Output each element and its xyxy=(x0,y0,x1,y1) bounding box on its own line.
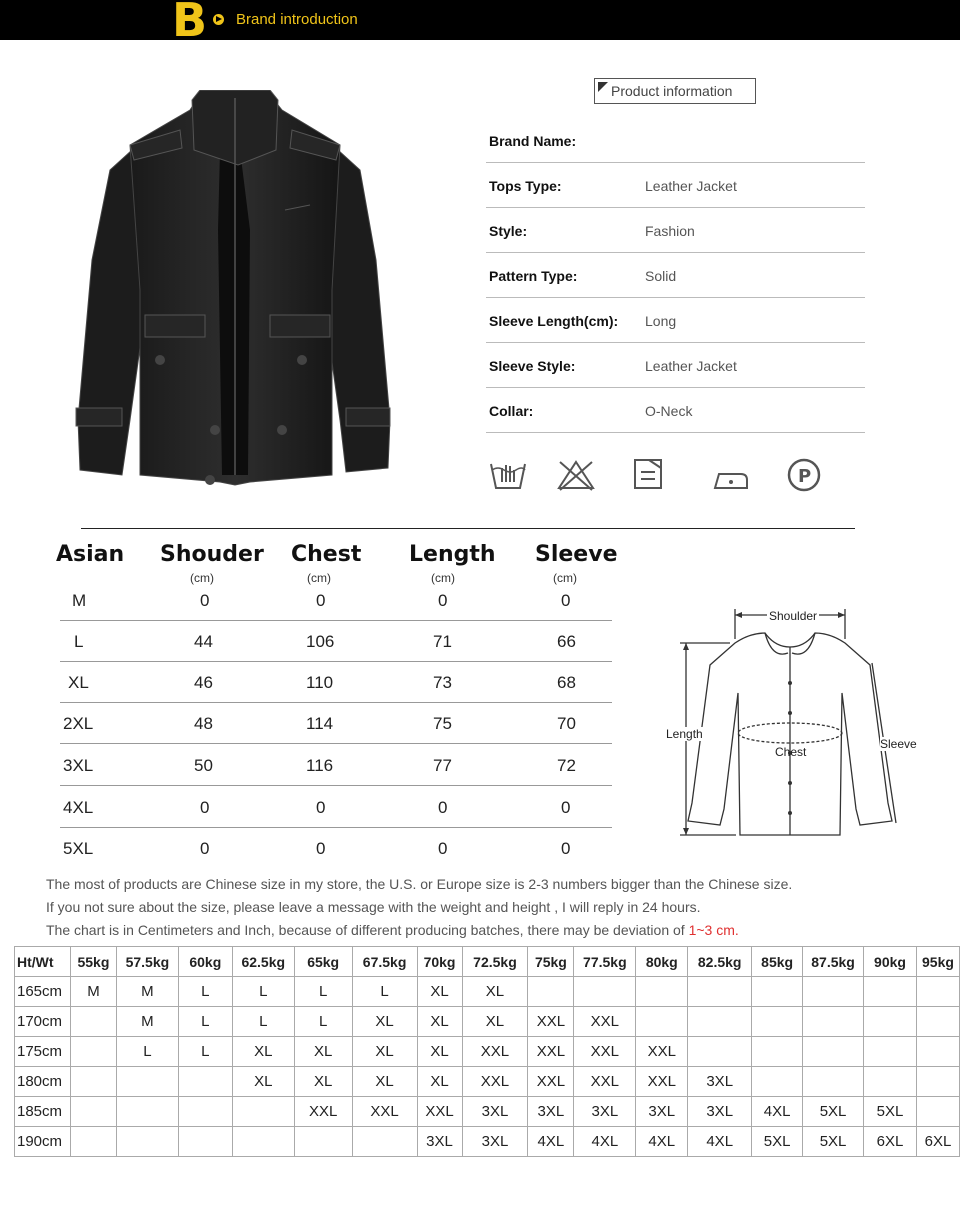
table-cell xyxy=(352,1127,417,1157)
info-key: Sleeve Style: xyxy=(489,358,576,374)
table-cell: L xyxy=(232,977,294,1007)
table-cell xyxy=(864,1007,917,1037)
table-cell: XXL xyxy=(574,1007,636,1037)
table-row-height: 165cm xyxy=(15,977,71,1007)
size-cell: 73 xyxy=(433,673,452,692)
table-cell xyxy=(574,977,636,1007)
table-cell: 4XL xyxy=(752,1097,803,1127)
table-row-height: 175cm xyxy=(15,1037,71,1067)
table-cell xyxy=(636,1007,688,1037)
table-row-height: 170cm xyxy=(15,1007,71,1037)
table-cell: XXL xyxy=(574,1037,636,1067)
table-cell xyxy=(178,1067,232,1097)
table-cell: XL xyxy=(462,1007,528,1037)
table-cell: 6XL xyxy=(916,1127,959,1157)
size-cell: 0 xyxy=(561,839,571,858)
table-cell: L xyxy=(232,1007,294,1037)
size-cell: M xyxy=(72,591,87,610)
table-header-cell: 65kg xyxy=(294,947,352,977)
size-cell: 0 xyxy=(316,591,326,610)
table-header-cell: 72.5kg xyxy=(462,947,528,977)
table-header-cell: 57.5kg xyxy=(116,947,178,977)
dry-clean-p-icon xyxy=(784,456,824,494)
table-row xyxy=(15,1037,960,1067)
table-cell xyxy=(752,1007,803,1037)
table-cell: M xyxy=(70,977,116,1007)
size-cell: 0 xyxy=(561,591,571,610)
table-cell: 3XL xyxy=(528,1097,574,1127)
info-value: O-Neck xyxy=(645,403,693,419)
table-cell: XXL xyxy=(574,1067,636,1097)
table-header-row xyxy=(15,947,960,977)
table-header-cell: 95kg xyxy=(916,947,959,977)
size-row xyxy=(60,620,612,662)
info-row-collar xyxy=(486,388,865,433)
table-cell: XXL xyxy=(528,1007,574,1037)
table-row xyxy=(15,1007,960,1037)
size-cell: 77 xyxy=(433,756,452,775)
table-cell xyxy=(864,1067,917,1097)
table-cell xyxy=(688,1007,752,1037)
size-cell: 48 xyxy=(194,714,213,733)
table-cell xyxy=(752,1067,803,1097)
size-cell: 3XL xyxy=(63,756,94,775)
info-value: Solid xyxy=(645,268,677,284)
table-cell: XL xyxy=(294,1067,352,1097)
table-header-cell: 70kg xyxy=(417,947,462,977)
table-cell: XXL xyxy=(462,1067,528,1097)
svg-text:P: P xyxy=(798,466,812,487)
note-line-3 xyxy=(46,922,739,938)
size-cell: 0 xyxy=(316,839,326,858)
table-header-cell: 82.5kg xyxy=(688,947,752,977)
size-header-chest: Chest xyxy=(291,542,362,567)
table-header-cell: 85kg xyxy=(752,947,803,977)
table-cell: XL xyxy=(462,977,528,1007)
size-cell: 44 xyxy=(194,632,213,651)
table-cell: 3XL xyxy=(688,1067,752,1097)
tumble-dry-icon xyxy=(630,456,670,494)
table-header-cell: 90kg xyxy=(864,947,917,977)
table-cell xyxy=(803,1037,864,1067)
table-cell xyxy=(178,1097,232,1127)
size-cell: 46 xyxy=(194,673,213,692)
note-line-1: The most of products are Chinese size in my store, the U.S. or Europe size is 2-3 numbers bigger than the Chinese size. xyxy=(46,876,793,892)
size-cell: 68 xyxy=(557,673,576,692)
info-row-tops-type xyxy=(486,163,865,208)
table-cell: 3XL xyxy=(462,1097,528,1127)
table-cell: XL xyxy=(352,1037,417,1067)
table-cell: L xyxy=(178,1007,232,1037)
table-cell xyxy=(752,1037,803,1067)
table-cell xyxy=(803,1067,864,1097)
size-cell: 0 xyxy=(561,798,571,817)
table-cell xyxy=(916,1007,959,1037)
table-cell: 5XL xyxy=(752,1127,803,1157)
table-cell: XXL xyxy=(462,1037,528,1067)
table-cell: XL xyxy=(232,1067,294,1097)
table-cell xyxy=(864,977,917,1007)
table-cell: XL xyxy=(417,1007,462,1037)
table-cell xyxy=(916,977,959,1007)
header-letter: B xyxy=(172,0,208,47)
size-cell: 5XL xyxy=(63,839,94,858)
table-cell xyxy=(803,977,864,1007)
jacket-image xyxy=(70,90,400,490)
table-cell: XL xyxy=(417,1037,462,1067)
table-row-height: 180cm xyxy=(15,1067,71,1097)
table-cell xyxy=(916,1037,959,1067)
info-key: Tops Type: xyxy=(489,178,562,194)
table-cell: XL xyxy=(352,1067,417,1097)
table-cell xyxy=(688,977,752,1007)
table-cell: XL xyxy=(417,1067,462,1097)
table-cell: M xyxy=(116,977,178,1007)
size-row xyxy=(60,661,612,703)
size-cell: 106 xyxy=(306,632,335,651)
header-bar xyxy=(0,0,960,47)
size-cell: 66 xyxy=(557,632,576,651)
table-header-cell: Ht/Wt xyxy=(15,947,71,977)
table-header-cell: 67.5kg xyxy=(352,947,417,977)
size-row xyxy=(60,827,612,868)
diagram-label-chest: Chest xyxy=(775,745,807,759)
table-cell xyxy=(803,1007,864,1037)
table-cell: 4XL xyxy=(688,1127,752,1157)
size-cell: 75 xyxy=(433,714,452,733)
table-row xyxy=(15,1067,960,1097)
size-unit: (cm) xyxy=(431,571,455,585)
size-cell: XL xyxy=(68,673,89,692)
table-cell: L xyxy=(294,977,352,1007)
table-cell: 4XL xyxy=(528,1127,574,1157)
table-cell xyxy=(232,1127,294,1157)
size-unit: (cm) xyxy=(307,571,331,585)
size-cell: 116 xyxy=(306,756,334,775)
table-header-cell: 77.5kg xyxy=(574,947,636,977)
table-row xyxy=(15,1127,960,1157)
info-key: Sleeve Length(cm): xyxy=(489,313,619,329)
info-key: Pattern Type: xyxy=(489,268,578,284)
table-row xyxy=(15,977,960,1007)
size-cell: 110 xyxy=(306,673,334,692)
table-cell: XXL xyxy=(636,1037,688,1067)
table-header-cell: 80kg xyxy=(636,947,688,977)
info-value: Leather Jacket xyxy=(645,178,737,194)
table-header-cell: 87.5kg xyxy=(803,947,864,977)
table-cell: 4XL xyxy=(636,1127,688,1157)
table-cell xyxy=(70,1007,116,1037)
table-cell: 5XL xyxy=(803,1097,864,1127)
info-row-sleeve-length xyxy=(486,298,865,343)
info-value: Leather Jacket xyxy=(645,358,737,374)
table-cell xyxy=(636,977,688,1007)
table-cell: 5XL xyxy=(803,1127,864,1157)
size-cell: 50 xyxy=(194,756,213,775)
table-cell: 3XL xyxy=(417,1127,462,1157)
info-key: Collar: xyxy=(489,403,534,419)
header-title: Brand introduction xyxy=(236,11,358,28)
table-cell: 4XL xyxy=(574,1127,636,1157)
table-cell: XXL xyxy=(417,1097,462,1127)
table-cell xyxy=(528,977,574,1007)
play-circle-icon xyxy=(213,14,224,25)
size-header-asian: Asian xyxy=(56,542,125,567)
table-row xyxy=(15,1097,960,1127)
table-cell: L xyxy=(178,977,232,1007)
table-header-cell: 60kg xyxy=(178,947,232,977)
size-header-sleeve: Sleeve xyxy=(535,542,618,567)
section-divider xyxy=(81,528,855,529)
size-cell: 0 xyxy=(438,591,448,610)
size-cell: 0 xyxy=(200,591,210,610)
table-cell: XXL xyxy=(528,1067,574,1097)
table-cell xyxy=(294,1127,352,1157)
table-cell xyxy=(70,1037,116,1067)
note-deviation-value: 1~3 cm. xyxy=(688,922,739,938)
table-cell: 6XL xyxy=(864,1127,917,1157)
table-header-cell: 55kg xyxy=(70,947,116,977)
table-cell: XXL xyxy=(352,1097,417,1127)
table-cell: L xyxy=(294,1007,352,1037)
info-value: Fashion xyxy=(645,223,695,239)
diagram-label-length: Length xyxy=(666,727,703,741)
table-cell xyxy=(116,1067,178,1097)
iron-icon xyxy=(711,456,751,494)
size-row xyxy=(60,744,612,786)
info-row-brand xyxy=(486,118,865,163)
table-cell xyxy=(864,1037,917,1067)
table-cell: XL xyxy=(232,1037,294,1067)
table-cell xyxy=(232,1097,294,1127)
size-cell: 0 xyxy=(438,798,448,817)
size-cell: 0 xyxy=(316,798,326,817)
table-cell xyxy=(916,1067,959,1097)
table-cell: XXL xyxy=(528,1037,574,1067)
size-cell: 0 xyxy=(200,798,210,817)
table-cell: 3XL xyxy=(636,1097,688,1127)
size-cell: 72 xyxy=(557,756,576,775)
table-cell: 5XL xyxy=(864,1097,917,1127)
table-row-height: 190cm xyxy=(15,1127,71,1157)
height-weight-table xyxy=(14,946,960,1157)
size-header-shoulder: Shouder xyxy=(160,542,264,567)
table-cell xyxy=(116,1097,178,1127)
info-row-sleeve-style xyxy=(486,343,865,388)
table-row-height: 185cm xyxy=(15,1097,71,1127)
size-unit: (cm) xyxy=(190,571,214,585)
note-line-3-text: The chart is in Centimeters and Inch, because of different producing batches, there may be deviation of xyxy=(46,922,685,938)
size-cell: 0 xyxy=(438,839,448,858)
diagram-label-shoulder: Shoulder xyxy=(769,609,818,623)
info-row-pattern xyxy=(486,253,865,298)
table-cell: XXL xyxy=(294,1097,352,1127)
table-cell: L xyxy=(116,1037,178,1067)
table-cell: 3XL xyxy=(688,1097,752,1127)
no-bleach-icon xyxy=(556,456,596,494)
size-cell: 2XL xyxy=(63,714,94,733)
size-unit: (cm) xyxy=(553,571,577,585)
table-cell xyxy=(916,1097,959,1127)
table-cell xyxy=(70,1097,116,1127)
size-cell: 4XL xyxy=(63,798,94,817)
table-cell: XXL xyxy=(636,1067,688,1097)
size-cell: 114 xyxy=(306,714,334,733)
product-info-table xyxy=(486,118,865,433)
table-cell xyxy=(178,1127,232,1157)
diagram-label-sleeve: Sleeve xyxy=(880,737,917,751)
note-line-2: If you not sure about the size, please leave a message with the weight and height , I will reply in 24 hours. xyxy=(46,899,701,915)
table-cell: M xyxy=(116,1007,178,1037)
table-cell: L xyxy=(178,1037,232,1067)
info-value: Long xyxy=(645,313,677,329)
table-header-cell: 62.5kg xyxy=(232,947,294,977)
size-row xyxy=(60,702,612,744)
table-cell: L xyxy=(352,977,417,1007)
info-key: Style: xyxy=(489,223,528,239)
info-row-style xyxy=(486,208,865,253)
product-info-title: Product information xyxy=(594,78,756,104)
table-cell xyxy=(70,1127,116,1157)
table-cell: XL xyxy=(352,1007,417,1037)
size-row xyxy=(60,579,612,621)
size-cell: 70 xyxy=(557,714,576,733)
size-header-length: Length xyxy=(409,542,496,567)
table-cell xyxy=(752,977,803,1007)
table-cell: XL xyxy=(294,1037,352,1067)
measurement-diagram xyxy=(660,603,920,843)
table-cell: 3XL xyxy=(462,1127,528,1157)
size-row xyxy=(60,786,612,828)
table-cell: XL xyxy=(417,977,462,1007)
info-key: Brand Name: xyxy=(489,133,577,149)
table-header-cell: 75kg xyxy=(528,947,574,977)
table-cell: 3XL xyxy=(574,1097,636,1127)
size-cell: 0 xyxy=(200,839,210,858)
table-cell xyxy=(70,1067,116,1097)
size-cell: 71 xyxy=(433,632,452,651)
size-cell: L xyxy=(74,632,84,651)
hand-wash-icon xyxy=(488,456,528,494)
table-cell xyxy=(116,1127,178,1157)
table-cell xyxy=(688,1037,752,1067)
